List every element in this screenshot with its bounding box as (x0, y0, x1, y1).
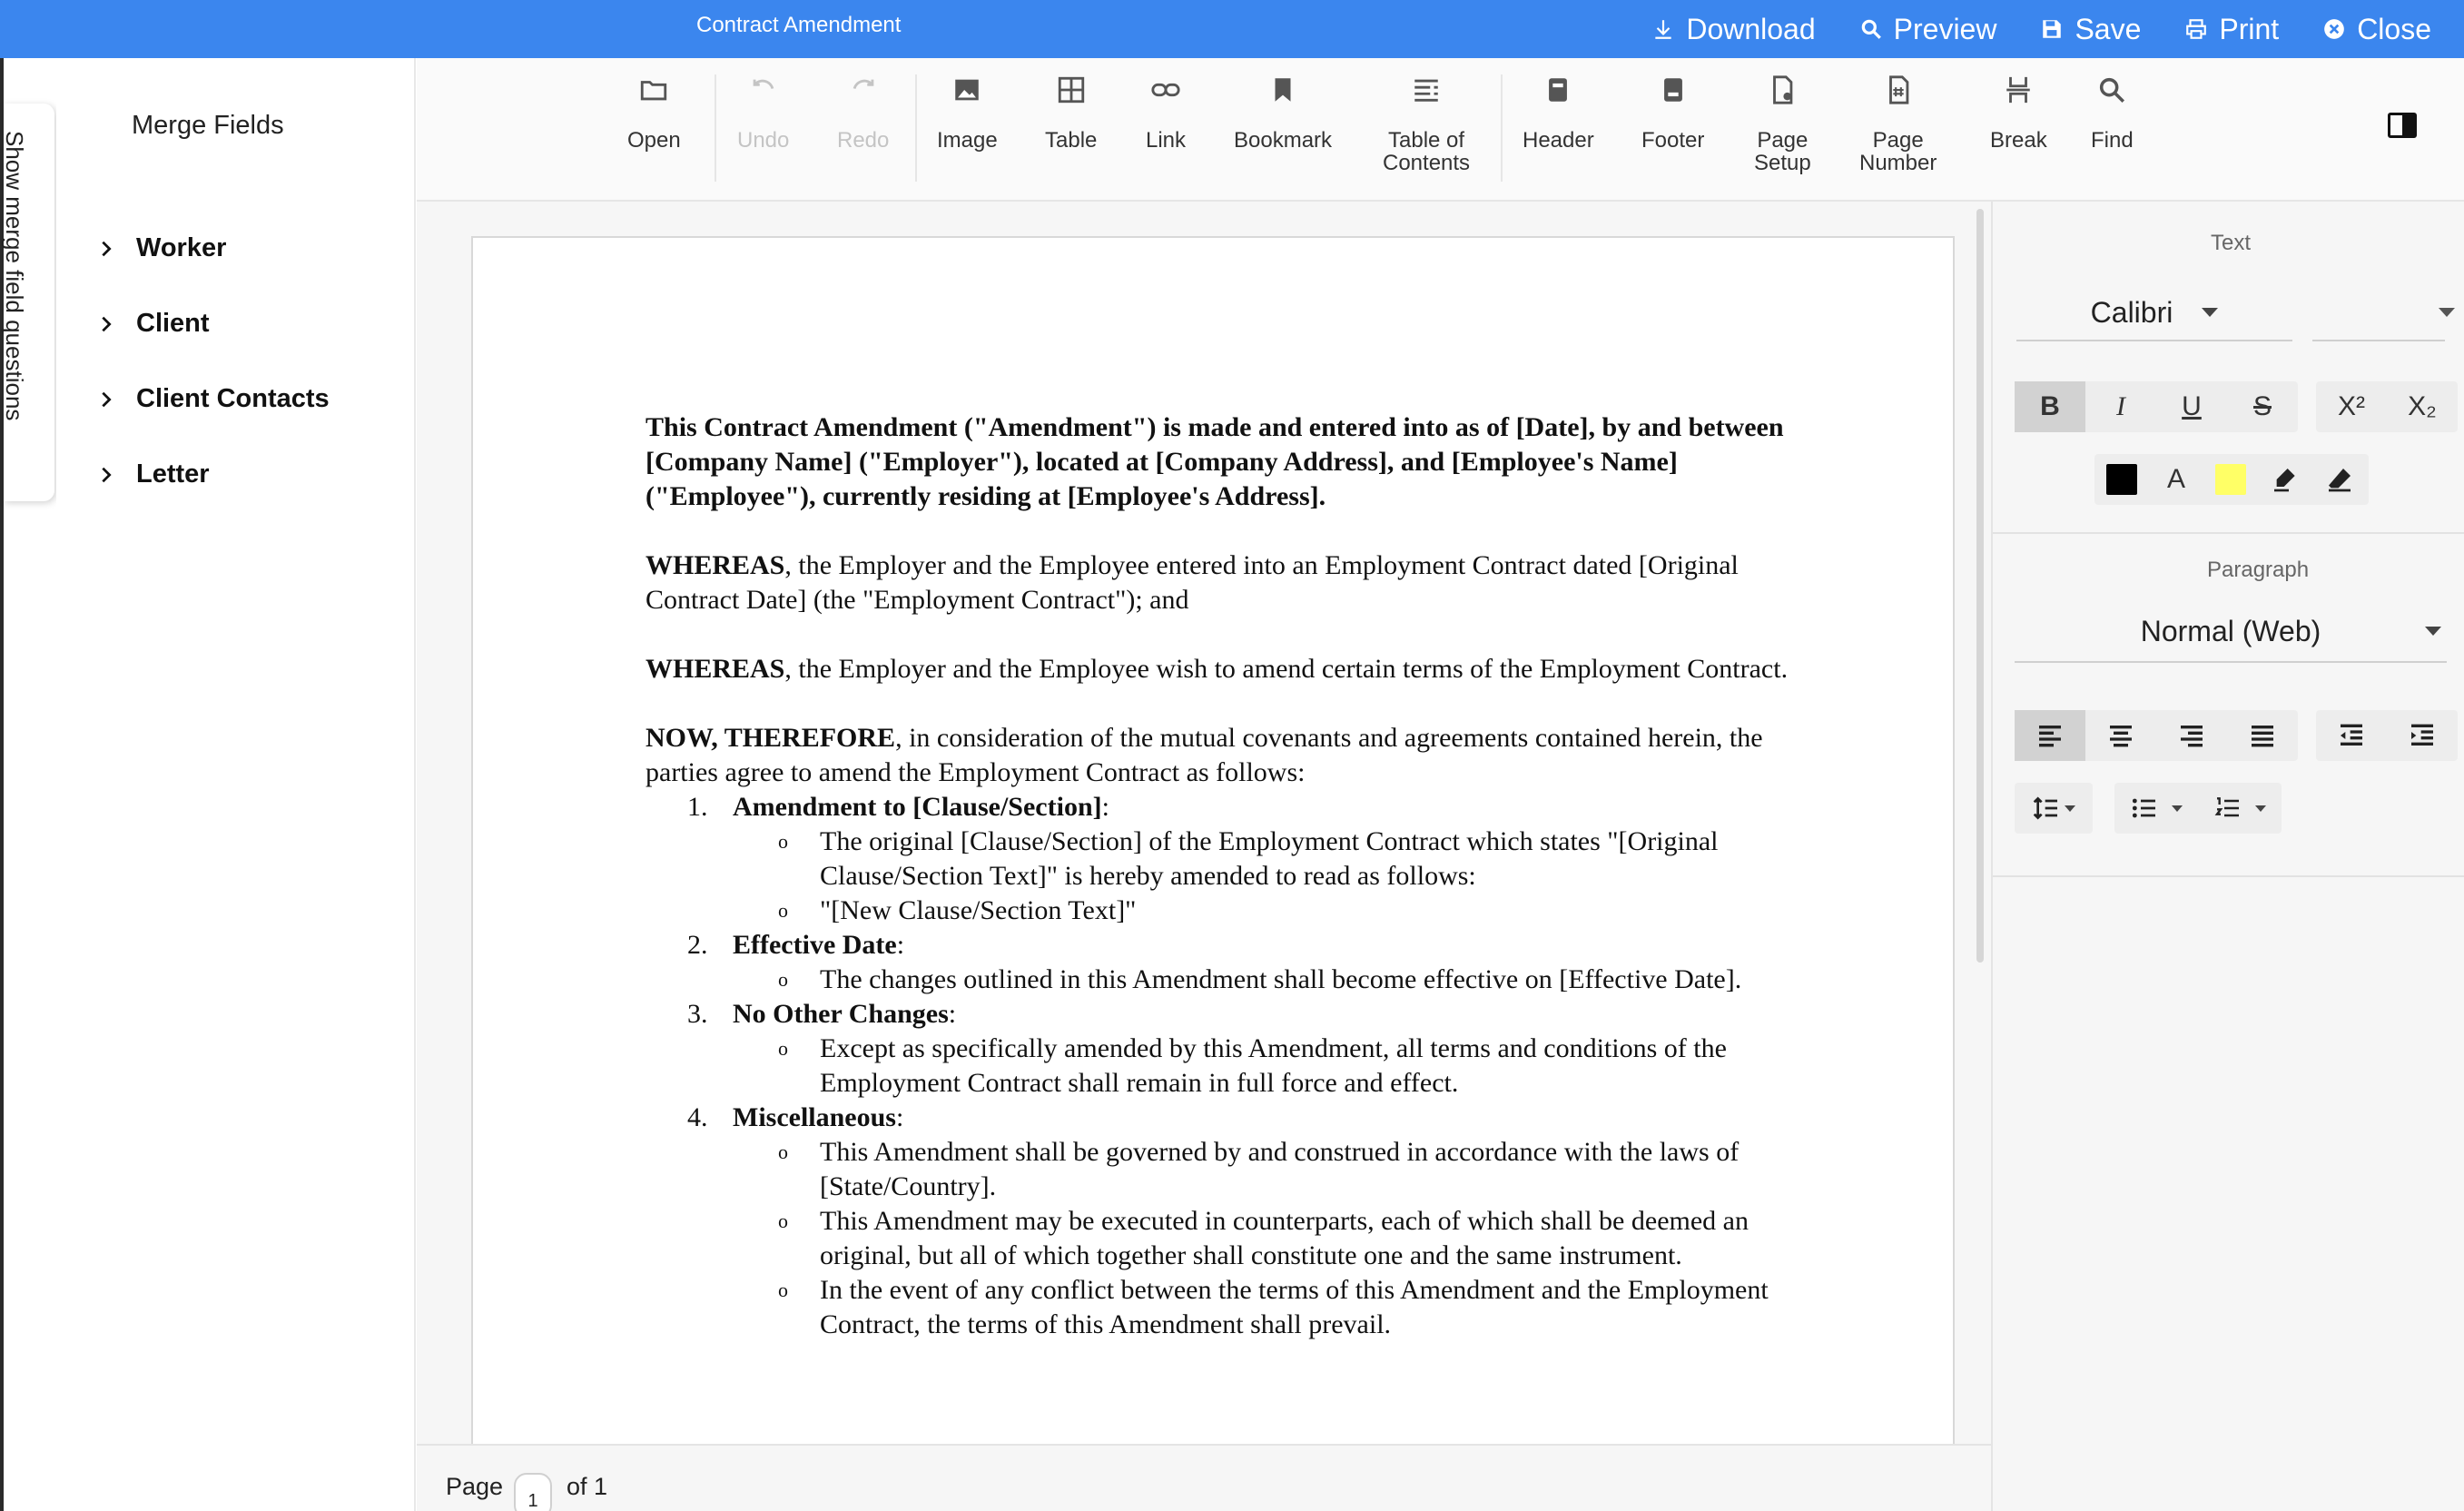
sub-list-item (646, 1135, 1808, 1204)
bullet-list-icon (2130, 794, 2159, 823)
paragraph-style-dropdown[interactable] (2015, 601, 2447, 663)
table-button[interactable] (1045, 74, 1097, 152)
page-setup-icon (1767, 74, 1798, 105)
print-button[interactable] (2184, 13, 2279, 46)
sub-item-text: Except as specifically amended by this Amendment, all terms and conditions of the Employment Contract shall remain in full force and effect. (820, 1033, 1727, 1098)
toggle-properties-pane-button[interactable] (2388, 113, 2417, 138)
color-group (2094, 454, 2369, 505)
page-setup-button[interactable] (1754, 74, 1811, 174)
subscript-button[interactable] (2387, 381, 2458, 432)
sub-list-item (646, 1032, 1808, 1101)
link-label: Link (1146, 128, 1187, 153)
open-label: Open (627, 128, 681, 153)
align-right-button[interactable] (2156, 710, 2227, 761)
intro-paragraph (646, 410, 1808, 514)
page-number-button[interactable] (1859, 74, 1937, 174)
strikethrough-button[interactable]: S (2252, 391, 2272, 421)
dropdown-caret-icon (2065, 805, 2075, 812)
page-break-icon (2003, 74, 2034, 105)
sub-list-item (646, 825, 1808, 894)
close-button[interactable] (2322, 13, 2431, 46)
bullet: o (778, 1037, 788, 1060)
merge-questions-tab-label: Show merge field questions (1, 131, 29, 421)
undo-button[interactable] (737, 74, 789, 152)
list-group (2114, 783, 2282, 834)
eraser-icon (2325, 465, 2354, 494)
align-center-icon (2106, 721, 2135, 750)
footer-button[interactable] (1641, 74, 1704, 152)
sub-item-text: "[New Clause/Section Text]" (820, 895, 1137, 925)
toolbar-divider (915, 74, 917, 182)
align-left-button[interactable] (2015, 710, 2085, 761)
footer-label: Footer (1641, 128, 1705, 153)
search-icon (2096, 74, 2127, 105)
page-number-label-line2: Number (1859, 151, 1937, 175)
numbered-list-button[interactable] (2198, 783, 2282, 834)
dropdown-caret-icon (2255, 805, 2266, 812)
list-item (646, 997, 1808, 1032)
align-right-icon (2177, 721, 2206, 750)
page-number-input[interactable]: 1 (514, 1473, 552, 1511)
undo-icon (748, 74, 779, 105)
paragraph-style-value: Normal (Web) (2140, 614, 2321, 647)
image-label: Image (937, 128, 998, 153)
whereas-text: , the Employer and the Employee entered into an Employment Contract dated [Original Contract Date] (the "Employment Contract"); and (646, 550, 1739, 615)
search-icon (1859, 17, 1883, 41)
therefore-paragraph (646, 721, 1808, 790)
dropdown-caret-icon (2425, 627, 2441, 636)
font-size-dropdown[interactable] (2312, 285, 2445, 341)
document-canvas (417, 202, 1991, 1444)
font-color-button[interactable] (2149, 454, 2203, 505)
line-spacing-button[interactable] (2015, 783, 2093, 834)
page-number-label-line1: Page (1872, 128, 1924, 153)
bullet: o (778, 1210, 788, 1232)
therefore-lead: NOW, THEREFORE (646, 723, 896, 753)
line-spacing-group (2015, 783, 2093, 834)
document-page[interactable] (471, 236, 1955, 1471)
preview-button[interactable] (1859, 13, 1997, 46)
decrease-indent-button[interactable] (2316, 710, 2387, 761)
colon: : (948, 999, 957, 1029)
list-number: 4. (687, 1102, 708, 1132)
table-icon (1056, 74, 1087, 105)
header-label: Header (1523, 128, 1594, 153)
font-family-dropdown[interactable] (2016, 285, 2292, 341)
document-title: Contract Amendment (696, 13, 902, 37)
alignment-group (2015, 710, 2298, 761)
whereas-paragraph-1 (646, 548, 1808, 617)
dropdown-caret-icon (2439, 308, 2455, 317)
align-center-button[interactable] (2085, 710, 2156, 761)
header-icon (1542, 74, 1573, 105)
toolbar-divider (715, 74, 716, 182)
bookmark-button[interactable] (1234, 74, 1332, 152)
sub-item-text: This Amendment shall be governed by and construed in accordance with the laws of [State/Country]. (820, 1137, 1740, 1201)
table-of-contents-icon (1411, 74, 1442, 105)
whereas-text: , the Employer and the Employee wish to amend certain terms of the Employment Contract. (784, 654, 1789, 684)
find-button[interactable] (2091, 74, 2134, 152)
tree-node-label: Worker (136, 233, 227, 262)
italic-button[interactable]: I (2116, 391, 2125, 421)
tree-node-client-contacts[interactable] (96, 361, 330, 437)
redo-icon (848, 74, 879, 105)
top-actions (1651, 0, 2431, 58)
toc-label-line2: Contents (1383, 151, 1471, 175)
table-label: Table (1045, 128, 1098, 153)
page-setup-label-line1: Page (1757, 128, 1809, 153)
dropdown-caret-icon (2202, 308, 2218, 317)
sub-list-item (646, 1273, 1808, 1342)
underline-button[interactable]: U (2182, 391, 2202, 421)
tree-node-client[interactable] (96, 286, 330, 361)
list-number: 1. (687, 792, 708, 822)
panel-divider (1993, 532, 2464, 534)
break-button[interactable] (1990, 74, 2047, 152)
bullet-list-button[interactable] (2114, 783, 2198, 834)
font-color-chip (2106, 464, 2137, 495)
header-button[interactable] (1523, 74, 1594, 152)
sub-item-text: This Amendment may be executed in counterparts, each of which shall be deemed an original, but all of which together shall constitute one and the same instrument. (820, 1206, 1749, 1270)
highlighter-icon (2271, 465, 2300, 494)
whereas-lead: WHEREAS (646, 654, 785, 684)
list-item (646, 1101, 1808, 1135)
chevron-right-icon (96, 390, 116, 410)
properties-pane (1991, 202, 2464, 1511)
find-label: Find (2091, 128, 2134, 153)
sub-item-text: In the event of any conflict between the terms of this Amendment and the Employment Contract, the terms of this Amendment shall prevail. (820, 1275, 1769, 1339)
list-item (646, 928, 1808, 963)
save-button[interactable] (2040, 13, 2141, 46)
section-title: No Other Changes (733, 999, 949, 1029)
bullet: o (778, 968, 788, 991)
merge-fields-title: Merge Fields (132, 111, 284, 140)
chevron-right-icon (96, 465, 116, 485)
text-section-label: Text (2211, 231, 2252, 255)
download-icon (1651, 17, 1675, 41)
redo-button[interactable] (837, 74, 889, 152)
subscript-label: X₂ (2408, 391, 2437, 421)
toc-label-line1: Table of (1388, 128, 1465, 153)
amendment-list (646, 790, 1808, 1342)
bullet: o (778, 1279, 788, 1301)
indent-group (2316, 710, 2458, 761)
highlight-color-chip (2215, 464, 2246, 495)
bold-button[interactable]: B (2015, 381, 2085, 432)
tree-node-letter[interactable] (96, 437, 330, 512)
font-style-group (2015, 381, 2298, 432)
undo-label: Undo (737, 128, 790, 153)
increase-indent-icon (2408, 721, 2437, 750)
print-label: Print (2219, 12, 2280, 45)
list-number: 2. (687, 930, 708, 960)
line-spacing-icon (2032, 794, 2061, 823)
merge-fields-panel (56, 58, 416, 1511)
title-bar (0, 0, 2464, 58)
list-number: 3. (687, 999, 708, 1029)
tree-node-label: Client Contacts (136, 384, 330, 413)
chevron-right-icon (96, 239, 116, 259)
ribbon-toolbar (417, 58, 2464, 202)
colon: : (896, 930, 905, 960)
highlight-button[interactable] (2258, 454, 2312, 505)
save-label: Save (2075, 12, 2142, 45)
bullet: o (778, 830, 788, 853)
vertical-scrollbar[interactable] (1976, 209, 1984, 963)
page-label: Page (446, 1473, 504, 1500)
save-icon (2040, 17, 2064, 41)
colon: : (896, 1102, 904, 1132)
document-body[interactable] (646, 410, 1808, 1342)
sub-list-item (646, 894, 1808, 928)
therefore-text: , in consideration of the mutual covenants and agreements contained herein, the parties agree to amend the Employment Contract as follows: (646, 723, 1763, 787)
decrease-indent-icon (2337, 721, 2366, 750)
whereas-paragraph-2 (646, 652, 1808, 686)
preview-label: Preview (1893, 12, 1997, 45)
sub-list-item (646, 963, 1808, 997)
script-group (2316, 381, 2458, 432)
download-button[interactable] (1651, 13, 1815, 46)
list-item (646, 790, 1808, 825)
merge-questions-tab[interactable] (1, 104, 54, 501)
font-family-value: Calibri (2090, 295, 2173, 329)
chevron-right-icon (96, 314, 116, 334)
intro-text: This Contract Amendment ("Amendment") is made and entered into as of [Date], by and between [Company Name] ("Employer"), located at [Company Address], and [Employee's Name] ("Employee"), currently residing at [Employee's Address]. (646, 412, 1784, 511)
section-title: Amendment to [Clause/Section] (733, 792, 1102, 822)
justify-button[interactable] (2227, 710, 2298, 761)
clear-format-button[interactable] (2312, 454, 2367, 505)
superscript-label: X² (2338, 391, 2365, 421)
print-icon (2184, 17, 2208, 41)
align-left-icon (2035, 721, 2065, 750)
toolbar-divider (1501, 74, 1503, 182)
open-button[interactable] (627, 74, 681, 152)
page-count: of 1 (567, 1473, 608, 1500)
font-color-icon: A (2166, 464, 2185, 494)
footer-icon (1658, 74, 1689, 105)
table-of-contents-button[interactable] (1383, 74, 1470, 174)
highlight-swatch[interactable] (2203, 454, 2258, 505)
font-color-swatch[interactable] (2094, 454, 2149, 505)
sub-item-text: The changes outlined in this Amendment shall become effective on [Effective Date]. (820, 964, 1742, 994)
close-circle-icon (2322, 17, 2346, 41)
status-bar (417, 1444, 1991, 1511)
link-button[interactable] (1146, 74, 1186, 152)
download-label: Download (1686, 12, 1816, 45)
tree-node-label: Client (136, 309, 210, 338)
section-title: Effective Date (733, 930, 897, 960)
whereas-lead: WHEREAS (646, 550, 785, 580)
tree-node-worker[interactable] (96, 211, 330, 286)
break-label: Break (1990, 128, 2047, 153)
page-setup-label-line2: Setup (1754, 151, 1811, 175)
sub-item-text: The original [Clause/Section] of the Employment Contract which states "[Original Clause/Section Text]" is hereby amended to read as follows: (820, 826, 1719, 891)
paragraph-section-label: Paragraph (2207, 558, 2310, 582)
bullet: o (778, 1141, 788, 1163)
tree-node-label: Letter (136, 459, 210, 489)
image-button[interactable] (937, 74, 998, 152)
sub-list-item (646, 1204, 1808, 1273)
panel-divider (1993, 875, 2464, 877)
colon: : (1101, 792, 1109, 822)
image-icon (951, 74, 982, 105)
bullet: o (778, 899, 788, 922)
merge-fields-tree (96, 211, 330, 512)
justify-icon (2248, 721, 2277, 750)
redo-label: Redo (837, 128, 890, 153)
bookmark-icon (1267, 74, 1298, 105)
close-label: Close (2357, 12, 2431, 45)
increase-indent-button[interactable] (2387, 710, 2458, 761)
folder-icon (638, 74, 669, 105)
link-icon (1150, 74, 1181, 105)
dropdown-caret-icon (2172, 805, 2183, 812)
page-number-icon (1883, 74, 1914, 105)
bookmark-label: Bookmark (1234, 128, 1333, 153)
section-title: Miscellaneous (733, 1102, 896, 1132)
superscript-button[interactable] (2316, 381, 2387, 432)
numbered-list-icon (2213, 794, 2242, 823)
